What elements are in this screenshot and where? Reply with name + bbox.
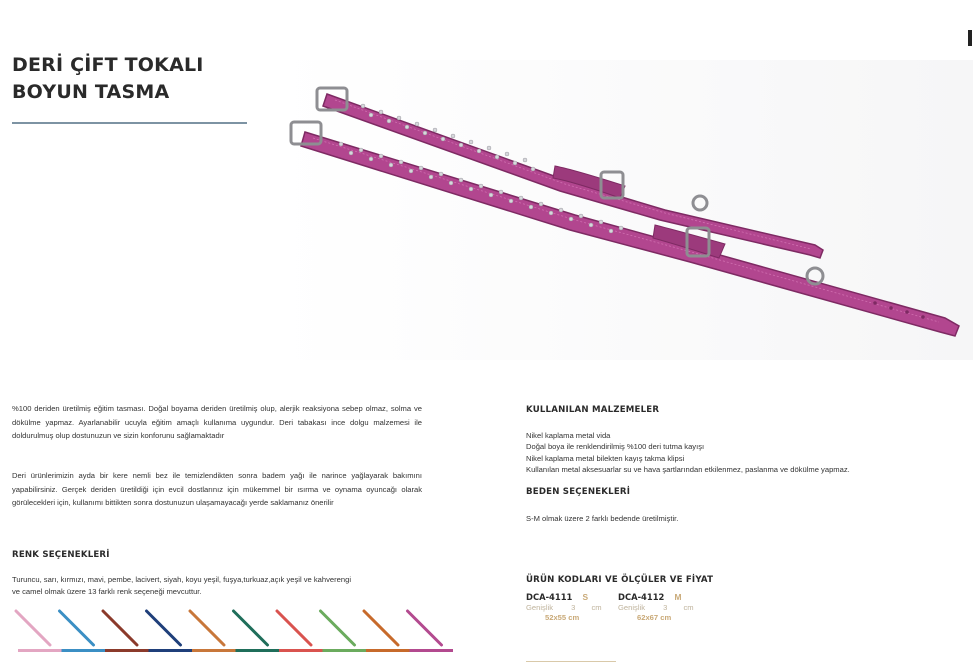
product-code-m xyxy=(618,592,694,622)
color-swatches xyxy=(12,607,456,667)
description-paragraph-1: %100 deriden üretilmiş eğitim tasması. Doğal boyama deriden üretilmiş olup, alerjik reaksiyona sebep olmaz, solma ve dökülme yapmaz. Ayarlanabilir ucuyla eğitim amaçlı kullanıma uygundur. Deri tabakası ince dolgu malzemesi ile doldurulmuş olup dostunuzun ve sizin konforunu sağlamaktadır xyxy=(12,404,422,441)
color-swatch-highlight xyxy=(19,611,53,645)
materials-item: Doğal boya ile renklendirilmiş %100 deri tutma kayışı xyxy=(526,442,705,452)
color-swatch-strip xyxy=(18,649,62,652)
color-swatch-strip xyxy=(149,649,193,652)
width-value: 3 xyxy=(663,603,668,612)
title-divider xyxy=(12,122,247,124)
page-edge-mark xyxy=(968,30,972,46)
product-code: DCA-4111 xyxy=(526,592,573,602)
color-swatch-highlight xyxy=(237,611,271,645)
colors-heading: RENK SEÇENEKLERİ xyxy=(12,550,110,560)
color-swatch xyxy=(321,611,355,645)
product-title-line-2: BOYUN TASMA xyxy=(12,81,170,103)
bottom-divider xyxy=(526,661,616,662)
color-swatch-strip xyxy=(366,649,410,652)
dimensions: 52x55 cm xyxy=(545,613,580,622)
color-swatch-highlight xyxy=(280,611,314,645)
materials-list xyxy=(526,430,850,476)
color-swatch-strip xyxy=(279,649,323,652)
materials-item: Kullanılan metal aksesuarlar su ve hava şartlarından etkilenmez, paslanma ve dökülme yapmaz. xyxy=(526,465,850,475)
product-photo xyxy=(275,60,973,360)
color-swatch xyxy=(408,611,442,645)
size-label: S xyxy=(582,592,589,602)
dimensions: 62x67 cm xyxy=(637,613,672,622)
color-swatch xyxy=(190,611,224,645)
color-swatch xyxy=(16,611,50,645)
product-title xyxy=(12,52,204,106)
materials-item: Nikel kaplama metal vida xyxy=(526,431,611,440)
color-swatch-strip xyxy=(105,649,149,652)
width-unit: cm xyxy=(591,603,602,612)
sizes-text: S-M olmak üzere 2 farklı bedende üretilmiştir. xyxy=(526,514,679,523)
product-code: DCA-4112 xyxy=(618,592,665,602)
color-swatch-highlight xyxy=(106,611,140,645)
color-swatch xyxy=(103,611,137,645)
color-swatch-strip xyxy=(62,649,106,652)
materials-item: Nikel kaplama metal bilekten kayış takma klipsi xyxy=(526,453,685,463)
color-swatch xyxy=(147,611,181,645)
sizes-heading: BEDEN SEÇENEKLERİ xyxy=(526,487,631,497)
color-swatch-strip xyxy=(236,649,280,652)
color-swatch-highlight xyxy=(324,611,358,645)
color-swatch-highlight xyxy=(150,611,184,645)
materials-heading: KULLANILAN MALZEMELER xyxy=(526,405,660,415)
color-swatch-highlight xyxy=(193,611,227,645)
color-swatch xyxy=(60,611,94,645)
colors-text-line-2: ve camel olmak üzere 13 farklı renk seçeneği mevcuttur. xyxy=(12,587,202,596)
color-swatch-strip xyxy=(192,649,236,652)
color-swatch xyxy=(277,611,311,645)
width-label: Genişlik xyxy=(618,603,646,612)
color-swatch-strip xyxy=(410,649,454,652)
width-value: 3 xyxy=(571,603,576,612)
colors-text-line-1: Turuncu, sarı, kırmızı, mavi, pembe, lacivert, siyah, koyu yeşil, fuşya,turkuaz,açık yeşil ve kahverengi xyxy=(12,575,352,584)
color-swatch-highlight xyxy=(367,611,401,645)
width-label: Genişlik xyxy=(526,603,554,612)
size-label: M xyxy=(674,592,682,602)
color-swatch xyxy=(364,611,398,645)
width-unit: cm xyxy=(683,603,694,612)
color-swatch-highlight xyxy=(63,611,97,645)
product-code-s xyxy=(526,592,602,622)
color-swatch xyxy=(234,611,268,645)
codes-heading: ÜRÜN KODLARI VE ÖLÇÜLER VE FİYAT xyxy=(526,575,714,585)
color-swatch-strip xyxy=(323,649,367,652)
color-swatch-highlight xyxy=(411,611,445,645)
description-paragraph-2: Deri ürünlerimizin ayda bir kere nemli bez ile temizlendikten sonra badem yağı ile narince yağlayarak bakımını yapabilirsiniz. Gerçek deriden üretildiği için evcil dostlarınız için mükemmel bir ısırma ve oynama oyuncağı olarak görülecekleri için, kullanımı bittikten sonra dostunuzun ulaşamayacağı yerde saklamanız önerilir xyxy=(12,471,422,508)
product-title-line-1: DERİ ÇİFT TOKALI xyxy=(12,54,204,76)
